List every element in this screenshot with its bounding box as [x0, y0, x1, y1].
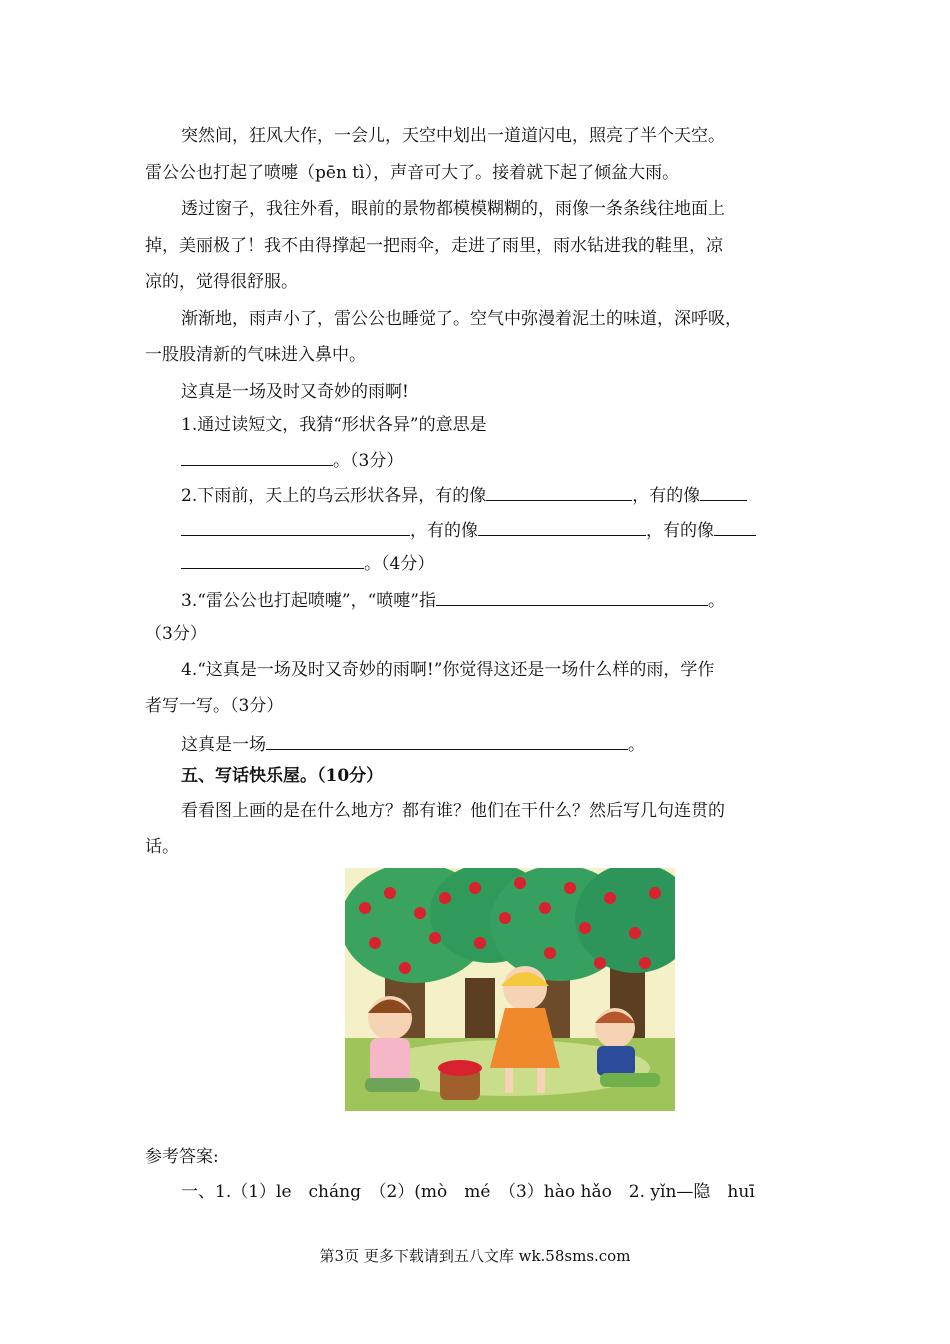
question-4: 4.“这真是一场及时又奇妙的雨啊!”你觉得这还是一场什么样的雨，学作 — [181, 660, 715, 680]
score-text: 。（3分） — [333, 451, 404, 471]
question-text: 3.“雷公公也打起喷嚏”，“喷嚏”指 — [181, 591, 436, 611]
illustration-apple-orchard — [345, 868, 675, 1111]
paragraph-line: 透过窗子，我往外看，眼前的景物都模模糊糊的，雨像一条条线往地面上 — [181, 199, 725, 219]
question-text: 。 — [628, 735, 645, 755]
answer-key-line: 一、1.（1）le cháng （2）(mò mé （3）hào hǎo 2. yǐn—隐 huī — [181, 1182, 755, 1202]
question-text: ，有的像 — [632, 486, 701, 506]
answer-key-heading: 参考答案: — [145, 1147, 219, 1167]
answer-blank[interactable] — [181, 447, 333, 466]
question-4-line-2: 者写一写。（3分） — [145, 696, 284, 716]
paragraph-line: 掉，美丽极了！我不由得撑起一把雨伞，走进了雨里，雨水钻进我的鞋里，凉 — [145, 236, 723, 256]
question-3 — [181, 587, 725, 613]
answer-blank[interactable] — [486, 482, 632, 501]
answer-blank[interactable] — [436, 587, 708, 606]
score-text: （3分） — [145, 624, 207, 644]
basket — [438, 1060, 482, 1100]
paragraph-line: 话。 — [145, 837, 179, 857]
paragraph-line: 突然间，狂风大作，一会儿，天空中划出一道道闪电，照亮了半个天空。 — [181, 126, 725, 146]
question-text: ，有的像 — [410, 521, 478, 541]
paragraph-line: 看看图上画的是在什么地方？都有谁？他们在干什么？然后写几句连贯的 — [181, 801, 725, 821]
answer-blank[interactable] — [181, 550, 364, 569]
question-text: ，有的像 — [646, 521, 714, 541]
question-2 — [181, 482, 747, 508]
paragraph-line: 这真是一场及时又奇妙的雨啊! — [181, 382, 409, 402]
page-footer: 第3页 更多下载请到五八文库 wk.58sms.com — [319, 1247, 631, 1265]
question-2-line-2 — [181, 517, 756, 543]
question-1-answer-line — [181, 447, 403, 473]
answer-blank[interactable] — [700, 482, 747, 501]
section-heading: 五、写话快乐屋。（10分） — [181, 766, 384, 786]
question-1: 1.通过读短文，我猜“形状各异”的意思是 — [181, 415, 487, 435]
answer-blank[interactable] — [478, 517, 646, 536]
answer-blank[interactable] — [266, 731, 628, 750]
paragraph-line: 凉的，觉得很舒服。 — [145, 272, 298, 292]
illustration-drawing — [345, 868, 675, 1111]
question-text: 。 — [707, 591, 725, 611]
answer-blank[interactable] — [714, 517, 756, 536]
question-4-answer-line — [181, 731, 645, 757]
paragraph-line: 一股股清新的气味进入鼻中。 — [145, 345, 366, 365]
paragraph-line: 雷公公也打起了喷嚏（pēn tì），声音可大了。接着就下起了倾盆大雨。 — [145, 163, 680, 183]
paragraph-line: 渐渐地，雨声小了，雷公公也睡觉了。空气中弥漫着泥土的味道，深呼吸， — [181, 309, 742, 329]
question-text: 这真是一场 — [181, 735, 266, 755]
question-2-line-3 — [181, 550, 434, 576]
answer-blank[interactable] — [181, 517, 410, 536]
score-text: 。（4分） — [364, 554, 435, 574]
question-text: 2.下雨前，天上的乌云形状各异，有的像 — [181, 486, 487, 506]
